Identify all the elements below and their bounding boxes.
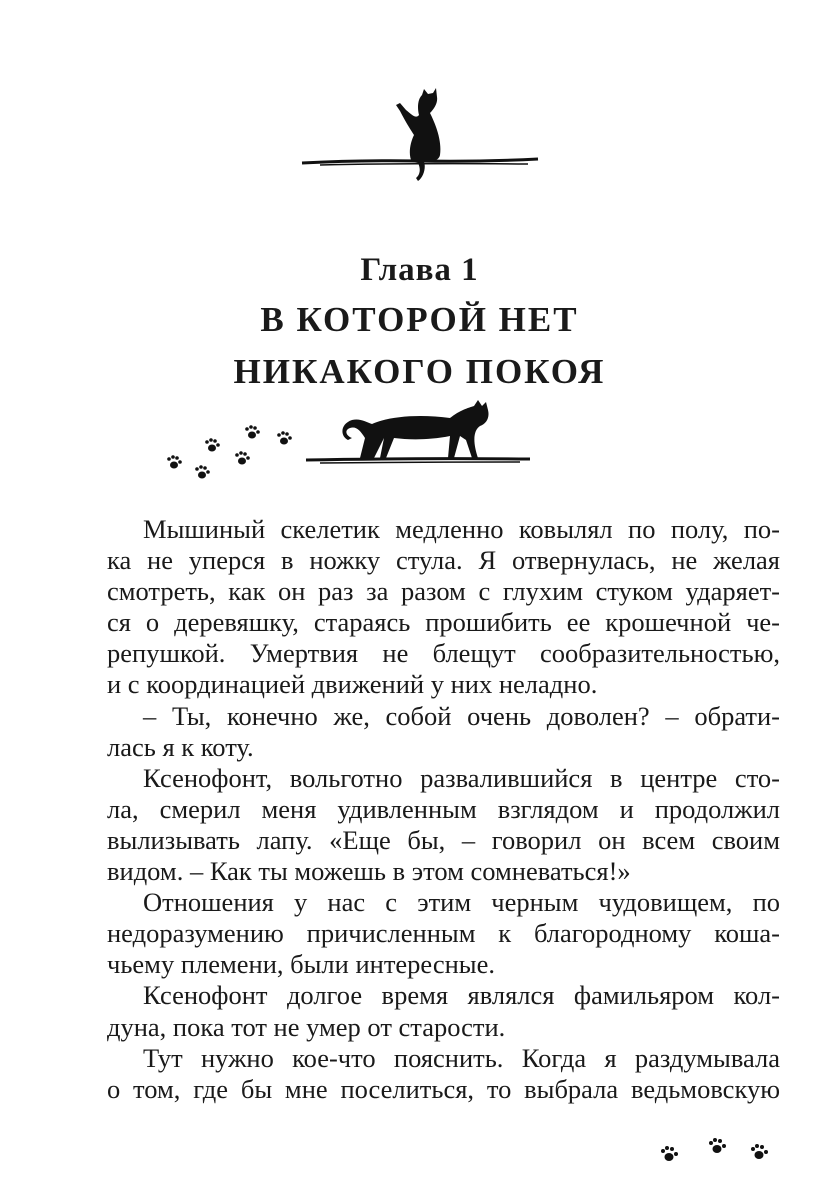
text-line: – Ты, конечно же, собой очень доволен? – обрати- xyxy=(143,700,780,731)
text-line: Тут нужно кое-что пояснить. Когда я раздумывала xyxy=(143,1042,780,1073)
text-line: чьему племени, были интересные. xyxy=(107,949,495,980)
text-line: Мышиный скелетик медленно ковылял по полу, по- xyxy=(143,514,780,544)
chapter-title-line-1: В КОТОРОЙ НЕТ xyxy=(260,300,579,339)
text-line: смотреть, как он раз за разом с глухим стуком ударяет- xyxy=(107,576,780,607)
walking-cat-illustration xyxy=(160,400,560,490)
text-line: лась я к коту. xyxy=(107,731,254,762)
text-line: дуна, пока тот не умер от старости. xyxy=(107,1011,506,1042)
text-line: Ксенофонт долгое время являлся фамильяром кол- xyxy=(143,980,780,1011)
text-line: ся о деревяшку, стараясь прошибить ее крошечной че- xyxy=(107,607,780,638)
text-line: ка не уперся в ножку стула. Я отвернулась, не желая xyxy=(107,545,780,576)
text-line: недоразумению причисленным к благородному коша- xyxy=(107,918,780,949)
text-line: ла, смерил меня удивленным взглядом и продолжил xyxy=(107,793,780,824)
chapter-label: Глава 1 xyxy=(360,252,479,288)
sitting-cat-illustration xyxy=(300,85,540,195)
footer-paw-prints-icon xyxy=(655,1132,775,1168)
paw-prints-icon xyxy=(167,425,292,478)
text-line: Ксенофонт, вольготно развалившийся в центре сто- xyxy=(143,762,780,793)
text-line: видом. – Как ты можешь в этом сомневаться!» xyxy=(107,856,631,887)
text-line: и с координацией движений у них неладно. xyxy=(107,669,598,700)
text-line: вылизывать лапу. «Еще бы, – говорил он всем своим xyxy=(107,824,780,855)
text-line: репушкой. Умертвия не блещут сообразительностью, xyxy=(107,638,780,669)
text-line: о том, где бы мне поселиться, то выбрала ведьмовскую xyxy=(107,1073,780,1104)
body-text xyxy=(107,514,780,1105)
text-line: Отношения у нас с этим черным чудовищем, по xyxy=(143,887,780,918)
chapter-title-line-2: НИКАКОГО ПОКОЯ xyxy=(233,352,606,391)
